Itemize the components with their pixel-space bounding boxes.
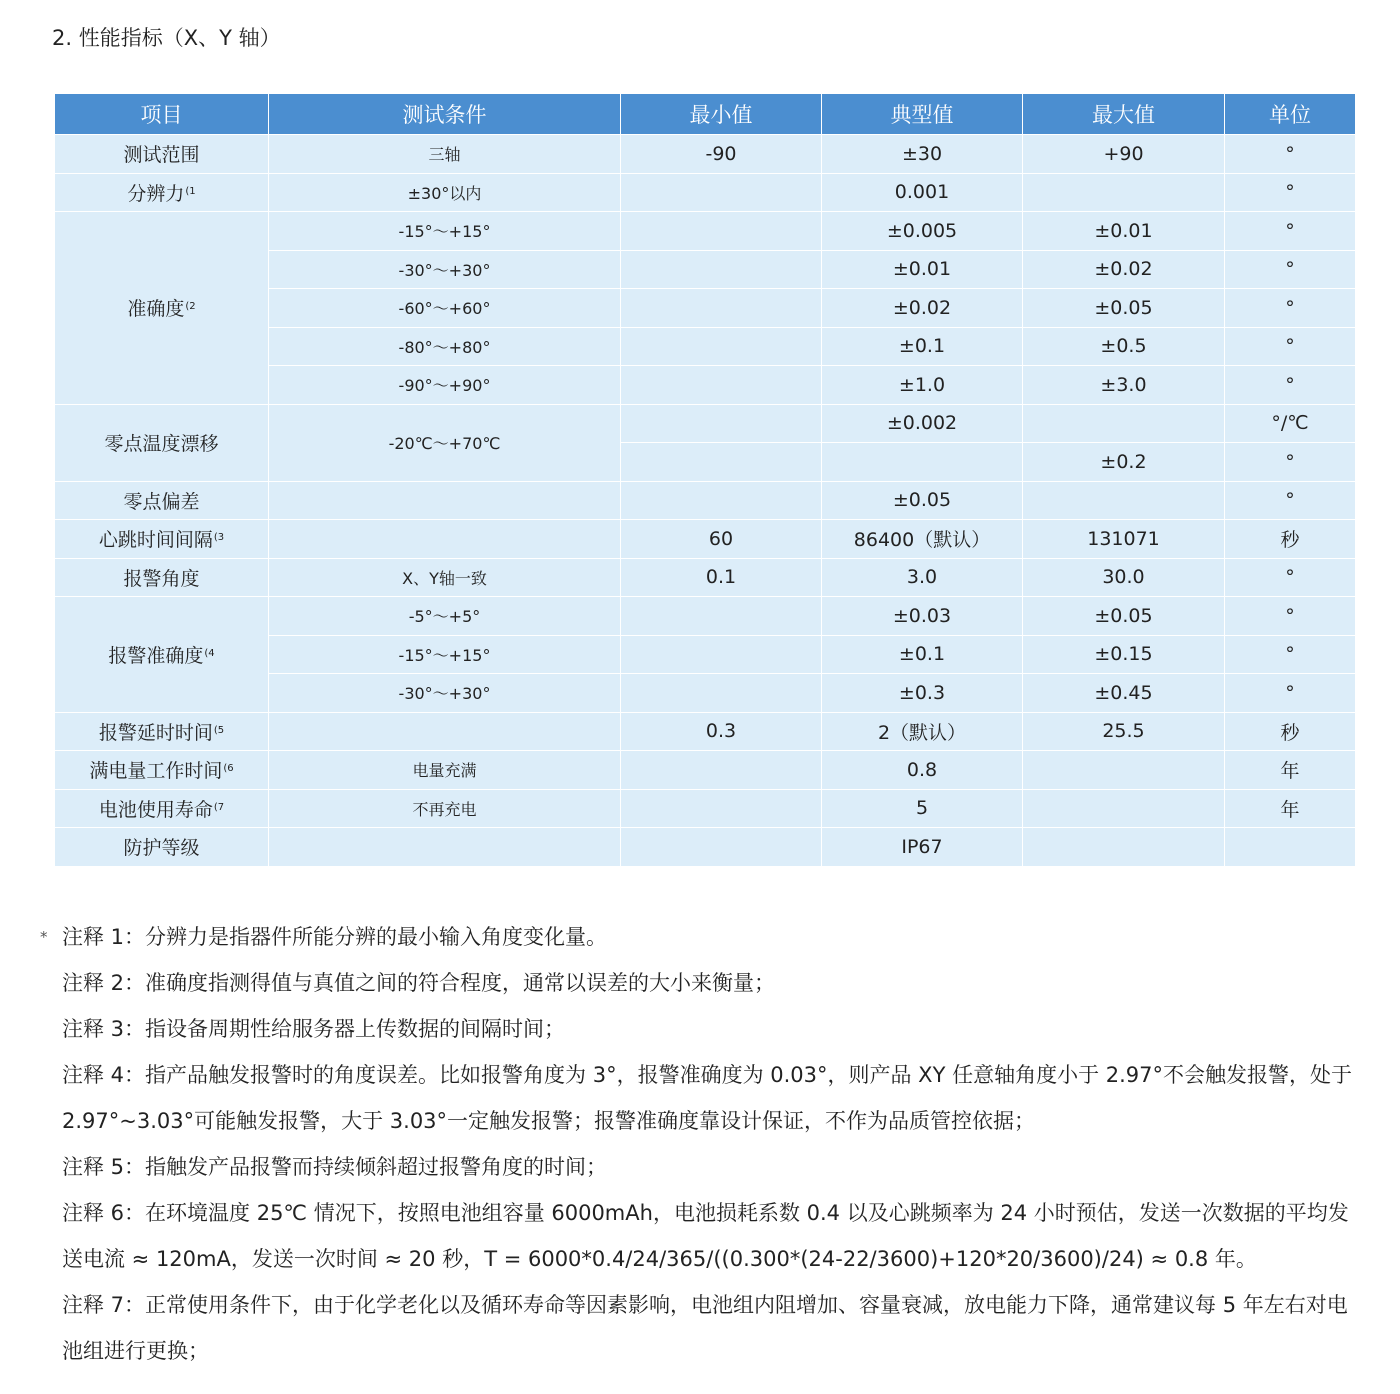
table-row — [55, 712, 1356, 751]
note-5 — [40, 1144, 1360, 1190]
cell-typical: ±0.03 — [822, 597, 1023, 636]
cell-min — [621, 443, 822, 482]
cell-item — [55, 520, 269, 559]
cell-max: ±0.2 — [1023, 443, 1225, 482]
cell-condition: X、Y轴一致 — [269, 558, 621, 597]
cell-max — [1023, 404, 1225, 443]
note-7 — [40, 1282, 1360, 1374]
cell-max: ±0.05 — [1023, 289, 1225, 328]
cell-condition: ±30°以内 — [269, 173, 621, 212]
cell-typical: ±0.01 — [822, 250, 1023, 289]
footnote-ref: (4 — [204, 647, 215, 659]
header-typical: 典型值 — [822, 94, 1023, 135]
cell-unit: 年 — [1225, 789, 1356, 828]
footnote-ref: (7 — [213, 801, 225, 813]
cell-condition: -15°～+15° — [269, 212, 621, 251]
cell-unit: ° — [1225, 289, 1356, 328]
note-3 — [40, 1006, 1360, 1052]
cell-unit: ° — [1225, 558, 1356, 597]
header-max: 最大值 — [1023, 94, 1225, 135]
cell-typical — [822, 443, 1023, 482]
cell-unit: ° — [1225, 481, 1356, 520]
cell-min — [621, 751, 822, 790]
cell-unit: 年 — [1225, 751, 1356, 790]
cell-max — [1023, 751, 1225, 790]
cell-condition: -20℃～+70℃ — [269, 404, 621, 481]
cell-item — [55, 751, 269, 790]
cell-min — [621, 828, 822, 867]
cell-item — [55, 789, 269, 828]
cell-max: 25.5 — [1023, 712, 1225, 751]
cell-condition: 电量充满 — [269, 751, 621, 790]
cell-typical: ±0.1 — [822, 327, 1023, 366]
cell-unit: ° — [1225, 443, 1356, 482]
cell-unit: ° — [1225, 135, 1356, 174]
cell-min: -90 — [621, 135, 822, 174]
item-label: 电池使用寿命 — [98, 798, 213, 821]
header-condition: 测试条件 — [269, 94, 621, 135]
table-row — [55, 520, 1356, 559]
cell-typical: 86400（默认） — [822, 520, 1023, 559]
section-title: 2. 性能指标（X、Y 轴） — [52, 26, 281, 50]
cell-min: 0.1 — [621, 558, 822, 597]
cell-min — [621, 789, 822, 828]
cell-item: 报警角度 — [55, 558, 269, 597]
header-unit: 单位 — [1225, 94, 1356, 135]
cell-max: ±0.05 — [1023, 597, 1225, 636]
cell-typical: 0.8 — [822, 751, 1023, 790]
cell-min — [621, 289, 822, 328]
cell-condition: 不再充电 — [269, 789, 621, 828]
cell-typical: ±0.1 — [822, 635, 1023, 674]
cell-min: 0.3 — [621, 712, 822, 751]
item-label: 满电量工作时间 — [89, 760, 223, 783]
notes-section — [40, 914, 1360, 1374]
cell-item — [55, 712, 269, 751]
cell-min — [621, 366, 822, 405]
table-row — [55, 751, 1356, 790]
cell-item: 测试范围 — [55, 135, 269, 174]
cell-condition: -30°～+30° — [269, 674, 621, 713]
note-text: 注释 1：分辨力是指器件所能分辨的最小输入角度变化量。 — [62, 925, 608, 949]
cell-max — [1023, 828, 1225, 867]
note-text: 注释 2：准确度指测得值与真值之间的符合程度，通常以误差的大小来衡量； — [62, 971, 776, 995]
cell-min — [621, 404, 822, 443]
cell-min — [621, 481, 822, 520]
cell-max: 131071 — [1023, 520, 1225, 559]
cell-max: ±0.5 — [1023, 327, 1225, 366]
cell-condition — [269, 712, 621, 751]
cell-unit: ° — [1225, 173, 1356, 212]
cell-typical: 0.001 — [822, 173, 1023, 212]
note-text: 注释 4：指产品触发报警时的角度误差。比如报警角度为 3°，报警准确度为 0.03°，则产品 XY 任意轴角度小于 2.97°不会触发报警，处于 2.97°~3.03°可能触发报警，大于 3.03°一定触发报警；报警准确度靠设计保证，不作为品质管控依据； — [62, 1063, 1352, 1133]
cell-unit: °/℃ — [1225, 404, 1356, 443]
cell-typical: 3.0 — [822, 558, 1023, 597]
cell-typical: ±1.0 — [822, 366, 1023, 405]
note-text: 注释 3：指设备周期性给服务器上传数据的间隔时间； — [62, 1017, 566, 1041]
cell-typical: ±0.002 — [822, 404, 1023, 443]
table-row — [55, 558, 1356, 597]
cell-unit: ° — [1225, 635, 1356, 674]
cell-condition — [269, 828, 621, 867]
cell-unit: ° — [1225, 366, 1356, 405]
cell-max: ±0.02 — [1023, 250, 1225, 289]
cell-condition — [269, 520, 621, 559]
cell-max: ±3.0 — [1023, 366, 1225, 405]
item-label: 报警准确度 — [108, 644, 204, 667]
table-row — [55, 597, 1356, 636]
cell-condition: -80°～+80° — [269, 327, 621, 366]
cell-max: 30.0 — [1023, 558, 1225, 597]
cell-min — [621, 674, 822, 713]
cell-condition: -15°～+15° — [269, 635, 621, 674]
cell-typical: ±30 — [822, 135, 1023, 174]
cell-unit: ° — [1225, 597, 1356, 636]
cell-condition — [269, 481, 621, 520]
header-min: 最小值 — [621, 94, 822, 135]
footnote-ref: (5 — [213, 724, 225, 736]
note-6 — [40, 1190, 1360, 1282]
note-text: 注释 5：指触发产品报警而持续倾斜超过报警角度的时间； — [62, 1155, 608, 1179]
cell-max: ±0.45 — [1023, 674, 1225, 713]
cell-typical: ±0.02 — [822, 289, 1023, 328]
cell-item — [55, 173, 269, 212]
table-row — [55, 173, 1356, 212]
item-label: 报警延时时间 — [98, 721, 213, 744]
cell-max: +90 — [1023, 135, 1225, 174]
cell-typical: ±0.05 — [822, 481, 1023, 520]
note-marker: * — [40, 928, 48, 946]
table-row — [55, 212, 1356, 251]
cell-max — [1023, 173, 1225, 212]
footnote-ref: (1 — [185, 185, 196, 197]
cell-min: 60 — [621, 520, 822, 559]
cell-max: ±0.15 — [1023, 635, 1225, 674]
cell-max — [1023, 481, 1225, 520]
table-row — [55, 404, 1356, 443]
footnote-ref: (2 — [185, 301, 196, 313]
table-header-row — [55, 94, 1356, 135]
cell-min — [621, 327, 822, 366]
cell-typical: 2（默认） — [822, 712, 1023, 751]
cell-typical: ±0.005 — [822, 212, 1023, 251]
item-label: 心跳时间间隔 — [98, 529, 213, 552]
spec-table — [54, 93, 1356, 867]
item-label: 准确度 — [127, 298, 185, 321]
note-text: 注释 7：正常使用条件下，由于化学老化以及循环寿命等因素影响，电池组内阻增加、容量衰减，放电能力下降，通常建议每 5 年左右对电池组进行更换； — [62, 1293, 1348, 1363]
cell-min — [621, 597, 822, 636]
cell-item: 零点温度漂移 — [55, 404, 269, 481]
cell-typical: 5 — [822, 789, 1023, 828]
cell-min — [621, 635, 822, 674]
cell-max: ±0.01 — [1023, 212, 1225, 251]
cell-unit: ° — [1225, 327, 1356, 366]
cell-unit: ° — [1225, 250, 1356, 289]
cell-item — [55, 212, 269, 405]
cell-condition: -30°～+30° — [269, 250, 621, 289]
cell-item — [55, 597, 269, 713]
footnote-ref: (6 — [223, 763, 234, 775]
note-1 — [40, 914, 1360, 960]
footnote-ref: (3 — [213, 532, 225, 544]
cell-unit — [1225, 828, 1356, 867]
cell-min — [621, 212, 822, 251]
table-row — [55, 828, 1356, 867]
cell-unit: ° — [1225, 212, 1356, 251]
cell-item: 防护等级 — [55, 828, 269, 867]
cell-condition: -5°～+5° — [269, 597, 621, 636]
cell-condition: -60°～+60° — [269, 289, 621, 328]
cell-typical: IP67 — [822, 828, 1023, 867]
table-row — [55, 135, 1356, 174]
table-row — [55, 789, 1356, 828]
cell-min — [621, 173, 822, 212]
cell-unit: 秒 — [1225, 520, 1356, 559]
item-label: 分辨力 — [127, 182, 185, 205]
note-2 — [40, 960, 1360, 1006]
note-text: 注释 6：在环境温度 25℃ 情况下，按照电池组容量 6000mAh，电池损耗系数 0.4 以及心跳频率为 24 小时预估，发送一次数据的平均发送电流 ≈ 120mA，发送一次时间 ≈ 20 秒，T = 6000*0.4/24/365/((0.300*(24-22/3600)+120*20/3600)/24) ≈ 0.8 年。 — [62, 1201, 1349, 1271]
cell-item: 零点偏差 — [55, 481, 269, 520]
cell-condition: 三轴 — [269, 135, 621, 174]
cell-unit: 秒 — [1225, 712, 1356, 751]
table-row — [55, 481, 1356, 520]
cell-unit: ° — [1225, 674, 1356, 713]
cell-typical: ±0.3 — [822, 674, 1023, 713]
cell-condition: -90°～+90° — [269, 366, 621, 405]
header-item: 项目 — [55, 94, 269, 135]
note-4 — [40, 1052, 1360, 1144]
cell-min — [621, 250, 822, 289]
cell-max — [1023, 789, 1225, 828]
